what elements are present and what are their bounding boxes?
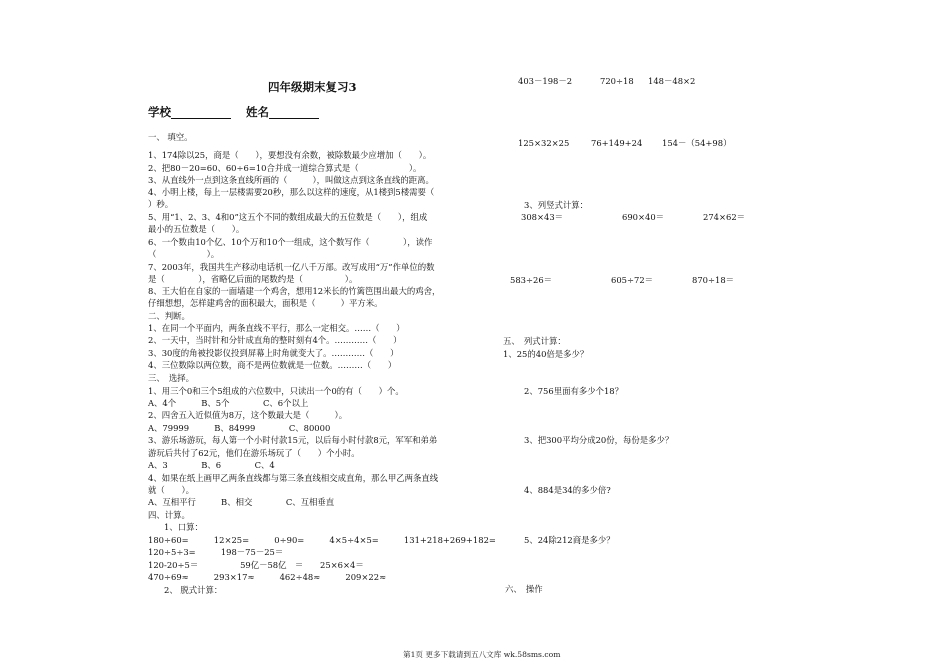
- word-problem: 3、把300平均分成20份，每份是多少？: [524, 435, 674, 445]
- fill-line: 6、一个数由10个亿、10个万和10个一组成，这个数写作（ ），读作: [148, 237, 433, 247]
- word-problem: 2、756里面有多少个18？: [524, 386, 623, 396]
- fill-line: （ ）。: [148, 249, 220, 259]
- step-problem: 148－48×2: [648, 76, 696, 86]
- section-judge-heading: 二、判断。: [148, 311, 190, 321]
- name-field: [246, 106, 319, 119]
- step-problem: 154－（54+98）: [662, 138, 732, 148]
- judge-line: 3、30度的角被投影仪投到屏幕上时角就变大了。…………（ ）: [148, 348, 399, 358]
- vertical-calc-heading: 3、列竖式计算：: [524, 200, 588, 210]
- vertical-problem: 605÷72＝: [611, 275, 654, 285]
- choose-line: 1、用三个0和三个5组成的六位数中，只读出一个0的有（ ）个。: [148, 386, 404, 396]
- step-problem: 125×32×25: [518, 138, 570, 148]
- section-word-heading: 五、 列式计算：: [503, 336, 566, 346]
- school-field: [148, 106, 231, 119]
- oral-line: 120÷5÷3= 198－75－25＝: [148, 547, 284, 557]
- section-operate-heading: 六、 操作: [505, 584, 543, 594]
- vertical-problem: 690×40＝: [622, 212, 665, 222]
- vertical-problem: 308×43＝: [521, 212, 564, 222]
- oral-line: 470÷69≈ 293×17≈ 462÷48≈ 209×22≈: [148, 572, 387, 582]
- choose-line: 2、四舍五入近似值为8万，这个数最大是（ ）。: [148, 410, 348, 420]
- choose-line: A、4个 B、5个 C、6个以上: [148, 398, 309, 408]
- step-problem: 720÷18: [600, 76, 634, 86]
- oral-heading: 1、口算：: [164, 522, 203, 532]
- fill-line: 3、从直线外一点到这条直线所画的（ ），叫做这点到这条直线的距离。: [148, 175, 434, 185]
- choose-line: 4、如果在纸上画甲乙两条直线都与第三条直线相交成直角，那么甲乙两条直线: [148, 473, 439, 483]
- fill-line: 5、用“1、2、3、4和0”这五个不同的数组成最大的五位数是（ ），组成: [148, 212, 428, 222]
- vertical-problem: 583÷26＝: [510, 275, 553, 285]
- fill-line: 2、把80－20=60、60÷6=10合并成一道综合算式是（ ）。: [148, 163, 422, 173]
- section-choose-heading: 三、 选择。: [148, 373, 195, 383]
- judge-line: 1、在同一个平面内，两条直线不平行，那么一定相交。……（ ）: [148, 323, 405, 333]
- word-problem: 1、25的40倍是多少？: [503, 349, 589, 359]
- word-problem: 4、884是34的多少倍?: [524, 485, 611, 495]
- name-label: 姓名: [246, 105, 269, 119]
- fill-line: 7、2003年，我国共生产移动电话机一亿八千万部。改写成用“万”作单位的数: [148, 262, 435, 272]
- oral-line: 120-20÷5＝ 59亿－58亿 ＝ 25×6×4＝: [148, 560, 364, 570]
- choose-line: A、3 B、6 C、4: [148, 460, 275, 470]
- vertical-problem: 274×62＝: [703, 212, 746, 222]
- section-fill-heading: 一、 填空。: [148, 132, 193, 142]
- fill-line: ）秒。: [148, 199, 174, 209]
- page-title: 四年级期末复习3: [268, 80, 357, 94]
- fill-line: 是（ ），省略亿后面的尾数约是（ ）。: [148, 274, 358, 284]
- fill-line: 仔细想想，怎样建鸡舍的面积最大，面积是（ ）平方米。: [148, 298, 383, 308]
- choose-line: A、79999 B、84999 C、80000: [148, 423, 331, 433]
- oral-line: 180÷60= 12×25= 0÷90= 4×5÷4×5= 131+218+269+182=: [148, 535, 496, 545]
- judge-line: 2、一天中，当时针和分针成直角的整时刻有4个。…………（ ）: [148, 335, 402, 345]
- fill-line: 最小的五位数是（ ）。: [148, 224, 245, 234]
- fill-line: 4、小明上楼，每上一层楼需要20秒，那么以这样的速度，从1楼到5楼需要（: [148, 187, 435, 197]
- fill-line: 1、174除以25，商是（ ），要想没有余数，被除数最少应增加（ ）。: [148, 150, 432, 160]
- judge-line: 4、三位数除以两位数，商不是两位数就是一位数。………（ ）: [148, 360, 397, 370]
- name-blank: [269, 106, 319, 119]
- word-problem: 5、24除212商是多少？: [524, 535, 615, 545]
- page-footer: 第1页 更多下载请到五八文库 wk.58sms.com: [403, 650, 561, 659]
- school-blank: [171, 106, 231, 119]
- vertical-problem: 870÷18＝: [692, 275, 735, 285]
- step-calc-heading: 2、 脱式计算：: [164, 585, 223, 595]
- choose-line: 3、游乐场游玩，每人第一个小时付款15元，以后每小时付款8元，军军和弟弟: [148, 435, 438, 445]
- section-calc-heading: 四、计算。: [148, 510, 190, 520]
- step-problem: 403－198－2: [518, 76, 573, 86]
- school-label: 学校: [148, 105, 171, 119]
- choose-line: 就（ ）。: [148, 485, 195, 495]
- fill-line: 8、王大伯在自家的一面墙建一个鸡舍，想用12米长的竹篱笆围出最大的鸡舍，: [148, 286, 441, 296]
- choose-line: 游玩后共付了62元，他们在游乐场玩了（ ）个小时。: [148, 448, 360, 458]
- choose-line: A、互相平行 B、相交 C、互相垂直: [148, 497, 335, 507]
- step-problem: 76+149+24: [591, 138, 643, 148]
